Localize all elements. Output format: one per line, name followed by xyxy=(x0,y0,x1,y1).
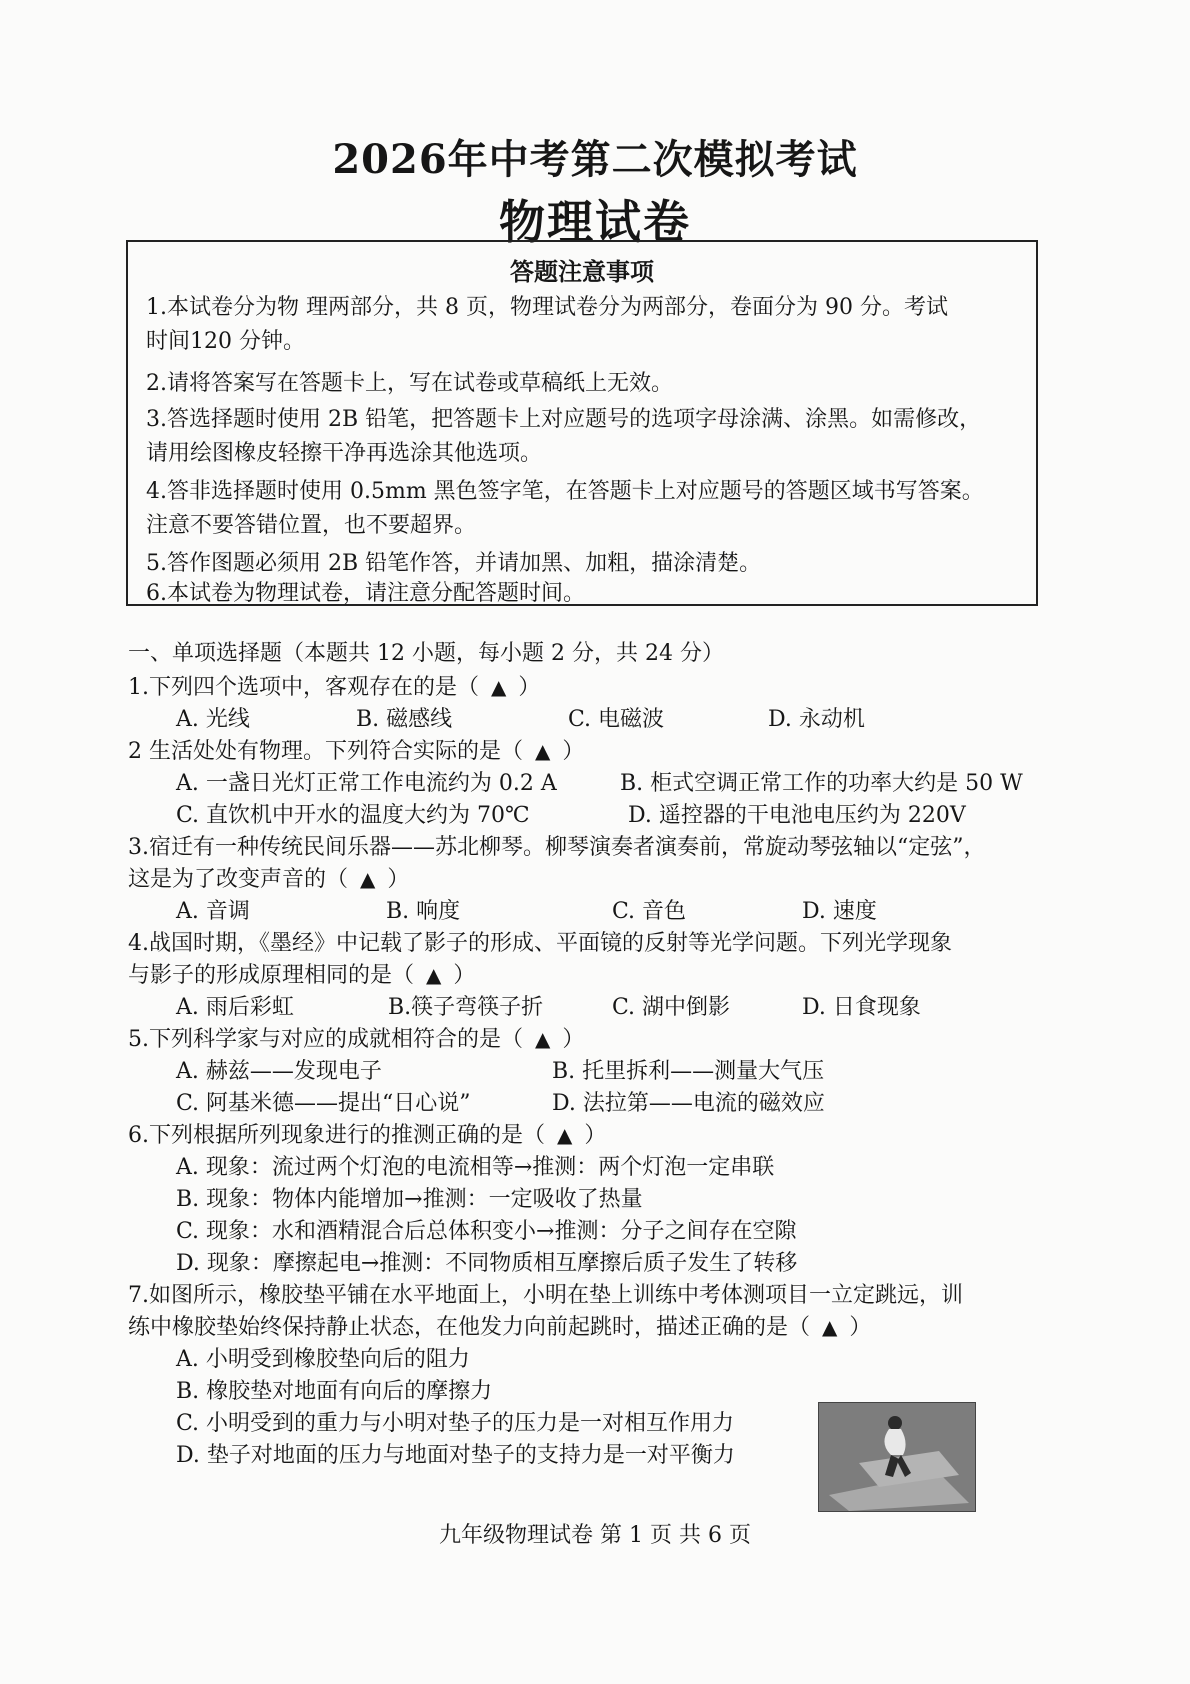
notice-line: 时间120 分钟。 xyxy=(146,329,305,354)
section-heading: 一、单项选择题（本题共 12 小题，每小题 2 分，共 24 分） xyxy=(128,641,724,666)
option: D. 法拉第——电流的磁效应 xyxy=(552,1091,825,1116)
notice-box xyxy=(126,240,1038,606)
page-footer: 九年级物理试卷 第 1 页 共 6 页 xyxy=(439,1523,751,1548)
option: A. 一盏日光灯正常工作电流约为 0.2 A xyxy=(176,771,557,796)
option: D. 永动机 xyxy=(768,707,865,732)
notice-line: 4.答非选择题时使用 0.5mm 黑色签字笔，在答题卡上对应题号的答题区域书写答案。 xyxy=(146,479,984,504)
answer-mark: ▲ xyxy=(426,963,442,987)
option: B.筷子弯筷子折 xyxy=(388,995,544,1020)
answer-mark: ▲ xyxy=(822,1315,838,1339)
exam-subtitle: 物理试卷 xyxy=(499,195,691,249)
option: B. 橡胶垫对地面有向后的摩擦力 xyxy=(176,1379,493,1404)
question-3-stem-cont: 这是为了改变声音的（ ▲ ） xyxy=(128,867,410,892)
option: B. 现象：物体内能增加→推测：一定吸收了热量 xyxy=(176,1187,643,1212)
option: B. 柜式空调正常工作的功率大约是 50 W xyxy=(620,771,1023,796)
exam-title: 2026年中考第二次模拟考试 xyxy=(332,136,858,183)
long-jump-illustration xyxy=(819,1403,975,1511)
question-6-stem: 6.下列根据所列现象进行的推测正确的是（ ▲ ） xyxy=(128,1123,607,1148)
notice-line: 注意不要答错位置，也不要超界。 xyxy=(146,513,477,538)
notice-line: 2.请将答案写在答题卡上，写在试卷或草稿纸上无效。 xyxy=(146,371,673,396)
question-2-stem: 2 生活处处有物理。下列符合实际的是（ ▲ ） xyxy=(128,739,585,764)
option: A. 现象：流过两个灯泡的电流相等→推测：两个灯泡一定串联 xyxy=(176,1155,775,1180)
question-4-stem-cont: 与影子的形成原理相同的是（ ▲ ） xyxy=(128,963,476,988)
answer-mark: ▲ xyxy=(557,1123,573,1147)
option: B. 托里拆利——测量大气压 xyxy=(552,1059,825,1084)
option: C. 湖中倒影 xyxy=(612,995,731,1020)
option: B. 磁感线 xyxy=(356,707,453,732)
option: D. 垫子对地面的压力与地面对垫子的支持力是一对平衡力 xyxy=(176,1443,735,1468)
question-1-stem: 1.下列四个选项中，客观存在的是（ ▲ ） xyxy=(128,675,541,700)
notice-line: 6.本试卷为物理试卷，请注意分配答题时间。 xyxy=(146,581,585,606)
option: A. 光线 xyxy=(176,707,250,732)
question-3-stem: 3.宿迁有一种传统民间乐器——苏北柳琴。柳琴演奏者演奏前，常旋动琴弦轴以“定弦”， xyxy=(128,835,986,860)
question-5-stem: 5.下列科学家与对应的成就相符合的是（ ▲ ） xyxy=(128,1027,585,1052)
option: A. 赫兹——发现电子 xyxy=(176,1059,382,1084)
answer-mark: ▲ xyxy=(491,675,507,699)
option: D. 速度 xyxy=(802,899,877,924)
question-7-stem: 7.如图所示，橡胶垫平铺在水平地面上，小明在垫上训练中考体测项目一立定跳远，训 xyxy=(128,1283,963,1308)
option: D. 现象：摩擦起电→推测：不同物质相互摩擦后质子发生了转移 xyxy=(176,1251,798,1276)
notice-line: 请用绘图橡皮轻擦干净再选涂其他选项。 xyxy=(146,441,543,466)
option: A. 音调 xyxy=(176,899,250,924)
answer-mark: ▲ xyxy=(535,739,551,763)
answer-mark: ▲ xyxy=(535,1027,551,1051)
option: B. 响度 xyxy=(386,899,461,924)
notice-title: 答题注意事项 xyxy=(510,257,654,286)
option: A. 小明受到橡胶垫向后的阻力 xyxy=(176,1347,470,1372)
option: C. 直饮机中开水的温度大约为 70℃ xyxy=(176,803,530,828)
option: C. 电磁波 xyxy=(568,707,665,732)
option: D. 日食现象 xyxy=(802,995,921,1020)
long-jump-photo xyxy=(818,1402,976,1512)
option: C. 阿基米德——提出“日心说” xyxy=(176,1091,471,1116)
question-7-stem-cont: 练中橡胶垫始终保持静止状态，在他发力向前起跳时，描述正确的是（ ▲ ） xyxy=(128,1315,872,1340)
notice-line: 5.答作图题必须用 2B 铅笔作答，并请加黑、加粗，描涂清楚。 xyxy=(146,551,762,576)
option: C. 现象：水和酒精混合后总体积变小→推测：分子之间存在空隙 xyxy=(176,1219,797,1244)
option: D. 遥控器的干电池电压约为 220V xyxy=(628,803,966,828)
option: A. 雨后彩虹 xyxy=(176,995,294,1020)
notice-line: 3.答选择题时使用 2B 铅笔，把答题卡上对应题号的选项字母涂满、涂黑。如需修改， xyxy=(146,407,982,432)
option: C. 小明受到的重力与小明对垫子的压力是一对相互作用力 xyxy=(176,1411,735,1436)
notice-line: 1.本试卷分为物 理两部分，共 8 页，物理试卷分为两部分，卷面分为 90 分。考试 xyxy=(146,295,948,320)
question-4-stem: 4.战国时期，《墨经》中记载了影子的形成、平面镜的反射等光学问题。下列光学现象 xyxy=(128,931,952,956)
option: C. 音色 xyxy=(612,899,687,924)
answer-mark: ▲ xyxy=(360,867,376,891)
